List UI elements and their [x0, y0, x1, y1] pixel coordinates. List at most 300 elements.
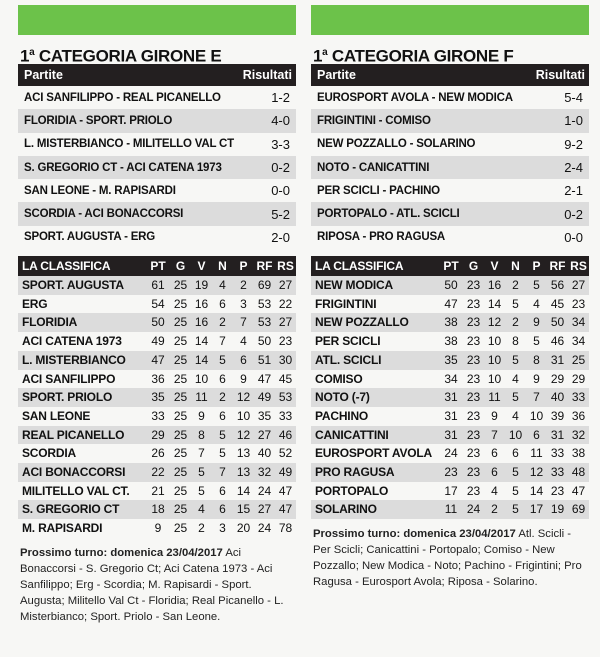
stat-cell: 5	[512, 390, 519, 405]
stat-cell: 5	[533, 278, 540, 293]
table-row	[311, 426, 589, 445]
column-header: G	[175, 259, 186, 274]
stat-cell: 35	[444, 352, 458, 367]
table-row	[18, 276, 296, 295]
match-teams: PER SCICLI - PACHINO	[317, 184, 440, 197]
team-name: ATL. SCICLI	[315, 352, 382, 367]
match-result: 5-2	[271, 206, 290, 222]
stat-cell: 10	[194, 371, 209, 386]
stat-cell: 23	[466, 334, 481, 349]
match-result: 0-0	[564, 229, 583, 245]
stat-cell: 9	[533, 315, 540, 330]
match-teams: NOTO - CANICATTINI	[317, 161, 430, 174]
match-row	[18, 226, 296, 249]
match-result: 4-0	[271, 113, 290, 129]
stat-cell: 47	[571, 483, 586, 498]
stat-cell: 18	[151, 502, 165, 517]
stat-cell: 25	[173, 296, 188, 311]
table-row	[18, 426, 296, 445]
match-result: 2-0	[271, 229, 290, 245]
stat-cell: 4	[219, 278, 226, 293]
stat-cell: 9	[198, 408, 205, 423]
stat-cell: 27	[278, 278, 293, 293]
stat-cell: 39	[550, 408, 565, 423]
stat-cell: 27	[278, 315, 293, 330]
team-name: SPORT. AUGUSTA	[22, 278, 124, 293]
stat-cell: 13	[236, 464, 251, 479]
team-name: M. RAPISARDI	[22, 521, 103, 536]
stat-cell: 54	[151, 296, 165, 311]
stat-cell: 23	[466, 408, 481, 423]
match-result: 2-1	[564, 183, 583, 199]
match-result: 3-3	[271, 136, 290, 152]
stat-cell: 7	[219, 464, 226, 479]
stat-cell: 16	[194, 296, 209, 311]
stat-cell: 23	[466, 296, 481, 311]
stat-cell: 24	[466, 502, 481, 517]
stat-cell: 10	[487, 371, 502, 386]
stat-cell: 33	[571, 390, 586, 405]
stat-cell: 5	[512, 296, 519, 311]
stat-cell: 24	[257, 521, 272, 536]
stat-cell: 6	[512, 446, 519, 461]
stat-cell: 7	[219, 334, 226, 349]
stat-cell: 9	[533, 371, 540, 386]
stat-cell: 47	[278, 483, 293, 498]
stat-cell: 69	[257, 278, 272, 293]
stat-cell: 34	[571, 315, 586, 330]
stat-cell: 8	[533, 352, 540, 367]
stat-cell: 46	[550, 334, 565, 349]
stat-cell: 53	[257, 296, 272, 311]
stat-cell: 4	[512, 371, 519, 386]
stat-cell: 13	[236, 446, 251, 461]
table-row	[311, 295, 589, 314]
team-name: SPORT. PRIOLO	[22, 390, 113, 405]
stat-cell: 7	[198, 446, 205, 461]
stat-cell: 22	[278, 296, 293, 311]
stat-cell: 27	[571, 278, 586, 293]
table-row	[311, 407, 589, 426]
stat-cell: 25	[173, 334, 188, 349]
stat-cell: 12	[487, 315, 502, 330]
team-name: SAN LEONE	[22, 408, 91, 423]
stat-cell: 2	[198, 521, 205, 536]
stat-cell: 14	[194, 334, 209, 349]
table-row	[18, 500, 296, 519]
stat-cell: 10	[508, 427, 523, 442]
stat-cell: 5	[533, 334, 540, 349]
girone-f-title: 1$^a$ CATEGORIA GIRONE F	[313, 46, 514, 66]
stat-cell: 14	[236, 483, 251, 498]
stat-cell: 8	[198, 427, 205, 442]
stat-cell: 38	[571, 446, 586, 461]
match-row	[18, 86, 296, 109]
table-row	[18, 313, 296, 332]
match-result: 1-2	[271, 90, 290, 106]
stat-cell: 24	[257, 483, 272, 498]
table-row	[311, 463, 589, 482]
table-row	[311, 276, 589, 295]
column-header: RF	[256, 259, 273, 274]
table-row	[311, 332, 589, 351]
stat-cell: 35	[151, 390, 165, 405]
classifica-table	[18, 276, 296, 538]
stat-cell: 10	[487, 334, 502, 349]
match-teams: SAN LEONE - M. RAPISARDI	[24, 184, 176, 197]
column-header: N	[218, 259, 227, 274]
team-name: ERG	[22, 296, 48, 311]
stat-cell: 61	[151, 278, 165, 293]
stat-cell: 17	[529, 502, 544, 517]
stat-cell: 5	[219, 352, 226, 367]
team-name: SCORDIA	[22, 446, 76, 461]
stat-cell: 6	[219, 408, 226, 423]
stat-cell: 23	[466, 352, 481, 367]
team-name: ACI CATENA 1973	[22, 334, 122, 349]
match-row	[18, 109, 296, 132]
match-row	[311, 202, 589, 225]
stat-cell: 5	[512, 483, 519, 498]
stat-cell: 5	[512, 502, 519, 517]
stat-cell: 38	[444, 334, 458, 349]
table-row	[18, 332, 296, 351]
green-header-bar	[311, 5, 589, 35]
team-name: REAL PICANELLO	[22, 427, 125, 442]
column-header: RF	[549, 259, 566, 274]
stat-cell: 26	[151, 446, 165, 461]
girone-f-column	[311, 0, 589, 590]
team-name: MILITELLO VAL CT.	[22, 483, 130, 498]
stat-cell: 3	[240, 296, 247, 311]
stat-cell: 35	[257, 408, 272, 423]
stat-cell: 33	[550, 446, 565, 461]
stat-cell: 12	[236, 427, 251, 442]
match-teams: RIPOSA - PRO RAGUSA	[317, 231, 446, 244]
stat-cell: 49	[257, 390, 272, 405]
stat-cell: 10	[529, 408, 544, 423]
stat-cell: 50	[444, 278, 458, 293]
next-round: Prossimo turno: domenica 23/04/2017 Atl. Scicli - Per Scicli; Canicattini - Portopalo; Comiso - New Pozzallo; New Modica - Noto; Pachino - Frigintini; Pro Ragusa - Eurosport Avola; Riposa - Solarino.	[313, 528, 582, 589]
stat-cell: 5	[198, 464, 205, 479]
stat-cell: 56	[550, 278, 565, 293]
stat-cell: 5	[198, 483, 205, 498]
stat-cell: 29	[571, 371, 586, 386]
stat-cell: 6	[533, 427, 540, 442]
stat-cell: 23	[466, 278, 481, 293]
stat-cell: 11	[444, 502, 458, 517]
column-header: P	[239, 259, 248, 274]
stat-cell: 53	[257, 315, 272, 330]
stat-cell: 5	[219, 427, 226, 442]
match-teams: S. GREGORIO CT - ACI CATENA 1973	[24, 161, 222, 174]
stat-cell: 47	[278, 502, 293, 517]
team-name: S. GREGORIO CT	[22, 502, 120, 517]
match-row	[18, 179, 296, 202]
table-row	[311, 351, 589, 370]
stat-cell: 25	[173, 371, 188, 386]
column-header: RS	[570, 259, 587, 274]
stat-cell: 31	[444, 427, 458, 442]
stat-cell: 25	[173, 521, 188, 536]
match-teams: EUROSPORT AVOLA - NEW MODICA	[317, 91, 513, 104]
stat-cell: 50	[550, 315, 565, 330]
stat-cell: 14	[487, 296, 502, 311]
results-header	[311, 64, 589, 86]
team-name: PORTOPALO	[315, 483, 389, 498]
team-name: SOLARINO	[315, 502, 377, 517]
table-row	[311, 500, 589, 519]
stat-cell: 38	[444, 315, 458, 330]
stat-cell: 49	[151, 334, 165, 349]
table-row	[311, 482, 589, 501]
next-round: Prossimo turno: domenica 23/04/2017 Aci Bonaccorsi - S. Gregorio Ct; Aci Catena 1973 - Aci Sanfilippo; Erg - Scordia; M. Rapisardi - Sport. Augusta; Militello Val Ct - Floridia; Real Picanello - L. Misterbianco; Sport. Priolo - San Leone.	[20, 546, 284, 623]
stat-cell: 33	[550, 464, 565, 479]
stat-cell: 11	[488, 390, 501, 405]
risultati-label: Risultati	[535, 68, 585, 82]
stat-cell: 23	[278, 334, 293, 349]
green-header-bar	[18, 5, 296, 35]
team-name: FRIGINTINI	[315, 296, 377, 311]
stat-cell: 52	[278, 446, 293, 461]
stat-cell: 8	[512, 334, 519, 349]
stat-cell: 27	[257, 502, 272, 517]
match-result: 0-2	[271, 160, 290, 176]
match-row	[311, 156, 589, 179]
team-name: NOTO (-7)	[315, 390, 370, 405]
stat-cell: 25	[173, 352, 188, 367]
stat-cell: 36	[571, 408, 586, 423]
stat-cell: 47	[444, 296, 458, 311]
stat-cell: 27	[257, 427, 272, 442]
stat-cell: 33	[151, 408, 165, 423]
team-name: EUROSPORT AVOLA	[315, 446, 433, 461]
match-teams: SCORDIA - ACI BONACCORSI	[24, 208, 184, 221]
stat-cell: 6	[219, 502, 226, 517]
match-teams: SPORT. AUGUSTA - ERG	[24, 231, 156, 244]
match-row	[18, 133, 296, 156]
stat-cell: 33	[278, 408, 293, 423]
partite-label: Partite	[24, 68, 63, 82]
stat-cell: 5	[512, 464, 519, 479]
risultati-label: Risultati	[242, 68, 292, 82]
stat-cell: 4	[533, 296, 540, 311]
stat-cell: 23	[550, 483, 565, 498]
stat-cell: 11	[530, 446, 543, 461]
stat-cell: 78	[278, 521, 293, 536]
stat-cell: 6	[491, 464, 498, 479]
match-result: 2-4	[564, 160, 583, 176]
table-row	[311, 370, 589, 389]
stat-cell: 32	[571, 427, 586, 442]
stat-cell: 2	[219, 315, 226, 330]
stat-cell: 2	[512, 315, 519, 330]
classifica-title: LA CLASSIFICA	[315, 259, 404, 274]
match-result: 9-2	[564, 136, 583, 152]
stat-cell: 24	[444, 446, 458, 461]
stat-cell: 50	[257, 334, 272, 349]
stat-cell: 11	[195, 390, 208, 405]
stat-cell: 34	[444, 371, 458, 386]
table-row	[18, 519, 296, 538]
stat-cell: 6	[240, 352, 247, 367]
stat-cell: 30	[278, 352, 293, 367]
stat-cell: 23	[466, 483, 481, 498]
stat-cell: 23	[466, 464, 481, 479]
column-header: P	[532, 259, 541, 274]
stat-cell: 25	[173, 390, 188, 405]
stat-cell: 4	[512, 408, 519, 423]
stat-cell: 23	[466, 446, 481, 461]
match-row	[18, 156, 296, 179]
team-name: CANICATTINI	[315, 427, 389, 442]
team-name: ACI BONACCORSI	[22, 464, 126, 479]
stat-cell: 69	[571, 502, 586, 517]
classifica-header	[311, 256, 589, 276]
classifica-title: LA CLASSIFICA	[22, 259, 111, 274]
team-name: NEW MODICA	[315, 278, 393, 293]
match-row	[311, 226, 589, 249]
stat-cell: 2	[219, 390, 226, 405]
stat-cell: 7	[491, 427, 498, 442]
stat-cell: 19	[194, 278, 209, 293]
stat-cell: 47	[151, 352, 165, 367]
match-row	[311, 133, 589, 156]
table-row	[311, 388, 589, 407]
stat-cell: 7	[240, 315, 247, 330]
team-name: PACHINO	[315, 408, 369, 423]
team-name: ACI SANFILIPPO	[22, 371, 116, 386]
match-teams: NEW POZZALLO - SOLARINO	[317, 138, 476, 151]
stat-cell: 12	[529, 464, 544, 479]
match-row	[18, 202, 296, 225]
stat-cell: 45	[550, 296, 565, 311]
stat-cell: 51	[257, 352, 272, 367]
stat-cell: 25	[173, 315, 188, 330]
table-row	[18, 482, 296, 501]
stat-cell: 25	[173, 408, 188, 423]
stat-cell: 32	[257, 464, 272, 479]
column-header: RS	[277, 259, 294, 274]
stat-cell: 17	[444, 483, 458, 498]
stat-cell: 10	[487, 352, 502, 367]
match-teams: L. MISTERBIANCO - MILITELLO VAL CT	[24, 138, 234, 151]
team-name: NEW POZZALLO	[315, 315, 409, 330]
stat-cell: 46	[278, 427, 293, 442]
table-row	[18, 463, 296, 482]
stat-cell: 6	[491, 446, 498, 461]
stat-cell: 23	[466, 427, 481, 442]
stat-cell: 4	[491, 483, 498, 498]
stat-cell: 12	[236, 390, 251, 405]
stat-cell: 40	[550, 390, 565, 405]
classifica-header	[18, 256, 296, 276]
table-row	[311, 444, 589, 463]
team-name: L. MISTERBIANCO	[22, 352, 126, 367]
stat-cell: 45	[278, 371, 293, 386]
match-result: 1-0	[564, 113, 583, 129]
stat-cell: 31	[550, 352, 565, 367]
stat-cell: 22	[151, 464, 165, 479]
column-header: N	[511, 259, 520, 274]
team-name: FLORIDIA	[22, 315, 78, 330]
team-name: COMISO	[315, 371, 363, 386]
stat-cell: 25	[173, 446, 188, 461]
column-header: V	[197, 259, 206, 274]
stat-cell: 19	[550, 502, 565, 517]
match-teams: PORTOPALO - ATL. SCICLI	[317, 208, 460, 221]
stat-cell: 29	[151, 427, 165, 442]
table-row	[18, 388, 296, 407]
stat-cell: 25	[173, 278, 188, 293]
stat-cell: 7	[533, 390, 540, 405]
team-name: PER SCICLI	[315, 334, 381, 349]
stat-cell: 21	[151, 483, 165, 498]
stat-cell: 25	[173, 502, 188, 517]
table-row	[18, 444, 296, 463]
stat-cell: 9	[154, 521, 162, 536]
stat-cell: 6	[219, 483, 226, 498]
table-row	[18, 351, 296, 370]
stat-cell: 29	[550, 371, 565, 386]
girone-e-column	[18, 0, 296, 625]
match-teams: FLORIDIA - SPORT. PRIOLO	[24, 114, 173, 127]
classifica-table	[311, 276, 589, 519]
stat-cell: 47	[257, 371, 272, 386]
match-result: 0-2	[564, 206, 583, 222]
stat-cell: 5	[219, 446, 226, 461]
stat-cell: 25	[173, 464, 188, 479]
stat-cell: 2	[240, 278, 247, 293]
stat-cell: 16	[487, 278, 502, 293]
column-header: G	[468, 259, 479, 274]
match-result: 0-0	[271, 183, 290, 199]
stat-cell: 25	[173, 483, 188, 498]
partite-label: Partite	[317, 68, 356, 82]
table-row	[18, 407, 296, 426]
table-row	[311, 313, 589, 332]
stat-cell: 15	[236, 502, 251, 517]
stat-cell: 6	[219, 296, 226, 311]
column-header: PT	[150, 259, 166, 274]
stat-cell: 23	[466, 390, 481, 405]
match-teams: ACI SANFILIPPO - REAL PICANELLO	[24, 91, 221, 104]
match-row	[311, 109, 589, 132]
stat-cell: 53	[278, 390, 293, 405]
stat-cell: 10	[236, 408, 251, 423]
stat-cell: 23	[444, 464, 458, 479]
stat-cell: 2	[491, 502, 498, 517]
stat-cell: 36	[151, 371, 165, 386]
stat-cell: 2	[512, 278, 519, 293]
stat-cell: 6	[219, 371, 226, 386]
stat-cell: 48	[571, 464, 586, 479]
stat-cell: 50	[151, 315, 165, 330]
girone-e-title: 1$^a$ CATEGORIA GIRONE E	[20, 46, 222, 66]
match-result: 5-4	[564, 90, 583, 106]
stat-cell: 14	[194, 352, 209, 367]
stat-cell: 16	[194, 315, 209, 330]
results-header	[18, 64, 296, 86]
column-header: PT	[443, 259, 459, 274]
column-header: V	[490, 259, 499, 274]
table-row	[18, 295, 296, 314]
stat-cell: 23	[466, 371, 481, 386]
stat-cell: 31	[550, 427, 565, 442]
stat-cell: 4	[240, 334, 247, 349]
stat-cell: 25	[173, 427, 188, 442]
matches-list	[18, 86, 296, 249]
